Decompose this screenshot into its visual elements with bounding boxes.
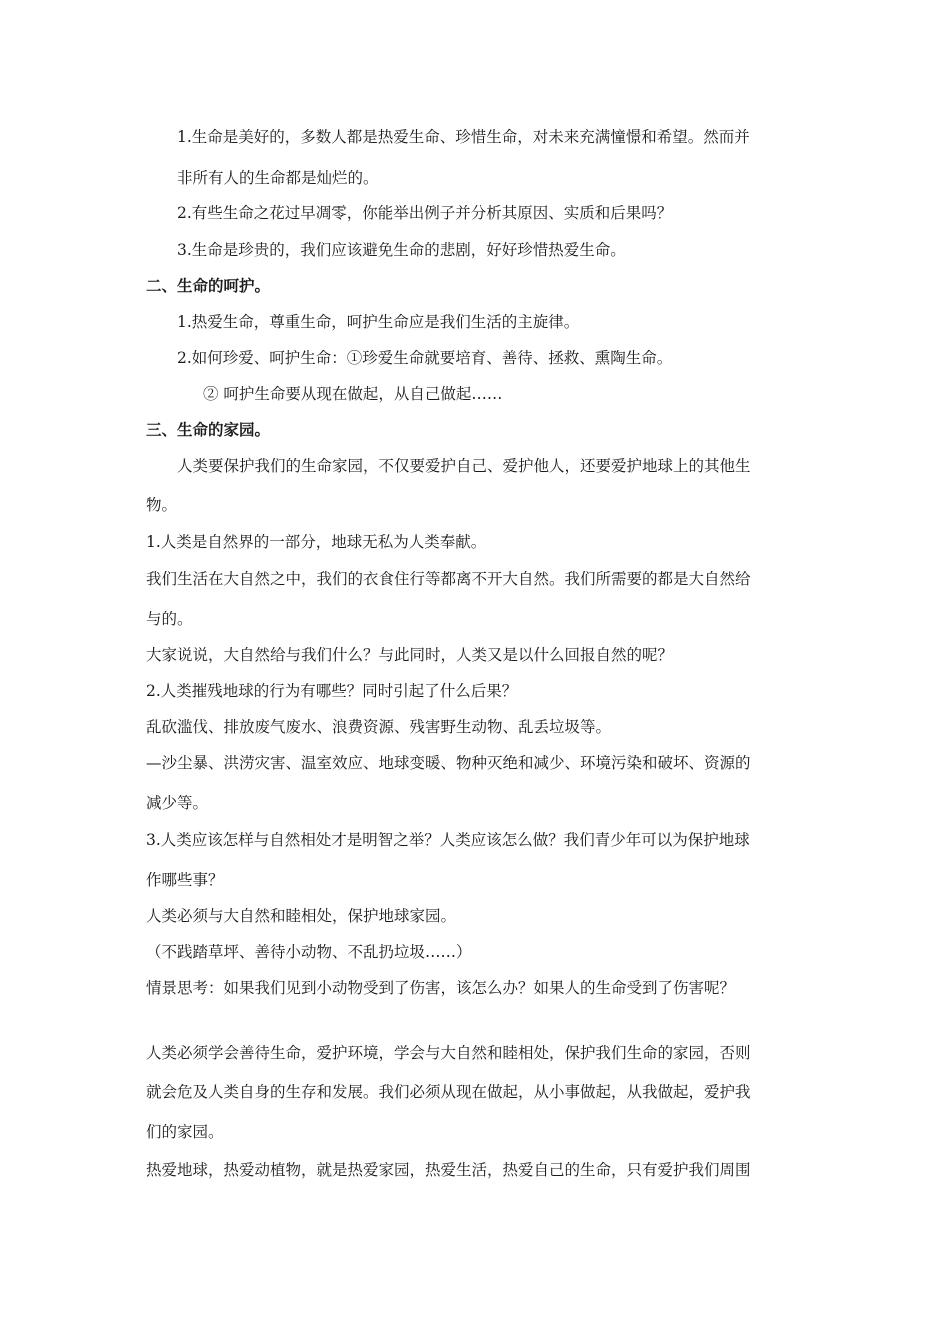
text-line: 非所有人的生命都是灿烂的。 — [177, 169, 379, 187]
text-line: 二、生命的呵护。 — [146, 276, 271, 295]
text-line: 2.人类摧残地球的行为有哪些？同时引起了什么后果？ — [146, 682, 518, 700]
text-line: 1.人类是自然界的一部分，地球无私为人类奉献。 — [146, 533, 487, 551]
text-line: 减少等。 — [146, 794, 209, 812]
text-line: 人类要保护我们的生命家园，不仅要爱护自己、爱护他人，还要爱护地球上的其他生 — [177, 457, 751, 475]
text-line: 3.生命是珍贵的，我们应该避免生命的悲剧，好好珍惜热爱生命。 — [177, 241, 626, 259]
text-line: 1.热爱生命，尊重生命，呵护生命应是我们生活的主旋律。 — [177, 313, 580, 331]
text-line: 就会危及人类自身的生存和发展。我们必须从现在做起，从小事做起，从我做起，爱护我 — [146, 1083, 751, 1101]
text-line: —沙尘暴、洪涝灾害、温室效应、地球变暖、物种灭绝和减少、环境污染和破坏、资源的 — [146, 754, 751, 772]
text-line: 情景思考：如果我们见到小动物受到了伤害，该怎么办？如果人的生命受到了伤害呢？ — [146, 979, 736, 997]
text-line: 热爱地球，热爱动植物，就是热爱家园，热爱生活，热爱自己的生命，只有爱护我们周围 — [146, 1161, 751, 1179]
text-line: 3.人类应该怎样与自然相处才是明智之举？人类应该怎么做？我们青少年可以为保护地球 — [146, 831, 750, 849]
text-line: 2.有些生命之花过早凋零，你能举出例子并分析其原因、实质和后果吗？ — [177, 204, 673, 222]
text-line: （不践踏草坪、善待小动物、不乱扔垃圾……） — [146, 943, 472, 961]
text-line: 们的家园。 — [146, 1123, 224, 1141]
text-line: 乱砍滥伐、排放废气废水、浪费资源、残害野生动物、乱丢垃圾等。 — [146, 718, 612, 736]
text-line: 作哪些事？ — [146, 871, 224, 889]
text-line: 2.如何珍爱、呵护生命：①珍爱生命就要培育、善待、拯救、熏陶生命。 — [177, 349, 673, 367]
text-line: 三、生命的家园。 — [146, 420, 271, 439]
text-line: 1.生命是美好的，多数人都是热爱生命、珍惜生命，对未来充满憧憬和希望。然而并 — [177, 128, 750, 146]
text-line: 物。 — [146, 496, 178, 514]
text-line: 与的。 — [146, 610, 193, 628]
text-line: ② 呵护生命要从现在做起，从自己做起…… — [203, 385, 503, 403]
text-line: 人类必须与大自然和睦相处，保护地球家园。 — [146, 907, 457, 925]
text-line: 我们生活在大自然之中，我们的衣食住行等都离不开大自然。我们所需要的都是大自然给 — [146, 570, 751, 588]
text-line: 人类必须学会善待生命，爱护环境，学会与大自然和睦相处，保护我们生命的家园，否则 — [146, 1044, 751, 1062]
text-line: 大家说说，大自然给与我们什么？与此同时，人类又是以什么回报自然的呢？ — [146, 646, 674, 664]
